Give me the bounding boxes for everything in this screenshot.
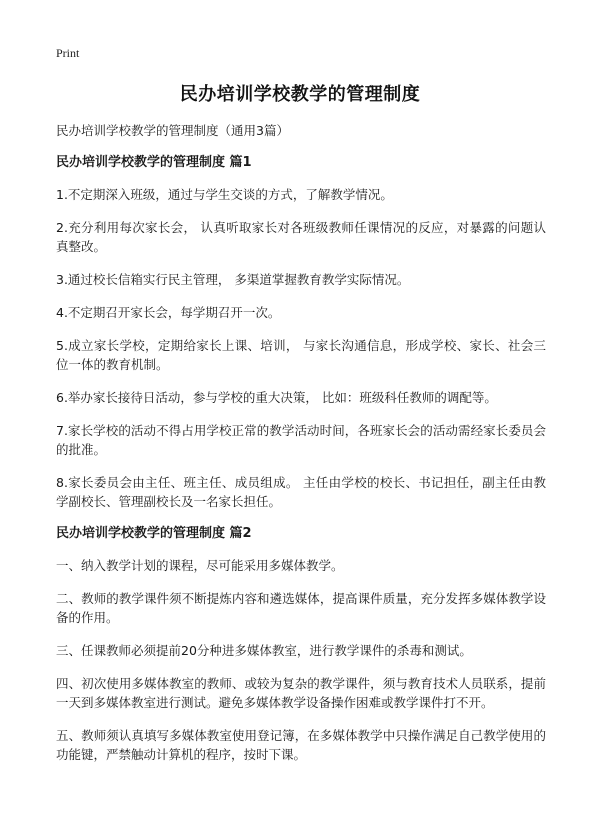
paragraph: 1.不定期深入班级，通过与学生交谈的方式，了解教学情况。 <box>56 187 393 202</box>
paragraph: 5.成立家长学校，定期给家长上课、培训， 与家长沟通信息，形成学校、家长、社会三位一体的教育机制。 <box>56 338 546 372</box>
document-body <box>56 122 546 778</box>
paragraph: 一、纳入教学计划的课程，尽可能采用多媒体教学。 <box>56 558 344 573</box>
paragraph: 四、初次使用多媒体教室的教师、或较为复杂的教学课件，须与教育技术人员联系，提前一天到多媒体教室进行测试。避免多媒体教学设备操作困难或教学课件打不开。 <box>56 676 546 710</box>
paragraph: 3.通过校长信箱实行民主管理， 多渠道掌握教育教学实际情况。 <box>56 272 410 287</box>
print-label: Print <box>56 46 80 60</box>
document-subtitle: 民办培训学校教学的管理制度（通用3篇） <box>56 123 289 138</box>
paragraph: 五、教师须认真填写多媒体教室使用登记簿，在多媒体教学中只操作满足自己教学使用的功能键，严禁触动计算机的程序，按时下课。 <box>56 728 546 762</box>
paragraph: 8.家长委员会由主任、班主任、成员组成。 主任由学校的校长、书记担任，副主任由教学副校长、管理副校长及一名家长担任。 <box>56 475 546 509</box>
section-heading: 民办培训学校教学的管理制度 篇2 <box>56 526 252 541</box>
section-1 <box>56 154 546 511</box>
section-2 <box>56 525 546 764</box>
paragraph: 6.举办家长接待日活动，参与学校的重大决策， 比如：班级科任教师的调配等。 <box>56 390 497 405</box>
paragraph: 4.不定期召开家长会，每学期召开一次。 <box>56 305 281 320</box>
section-heading: 民办培训学校教学的管理制度 篇1 <box>56 155 252 170</box>
paragraph: 二、教师的教学课件须不断提炼内容和遴选媒体，提高课件质量，充分发挥多媒体教学设备的作用。 <box>56 591 546 625</box>
paragraph: 2.充分利用每次家长会， 认真听取家长对各班级教师任课情况的反应，对暴露的问题认真整改。 <box>56 220 546 254</box>
paragraph: 三、任课教师必须提前20分种进多媒体教室，进行教学课件的杀毒和测试。 <box>56 643 472 658</box>
document-title: 民办培训学校教学的管理制度 <box>179 84 421 105</box>
paragraph: 7.家长学校的活动不得占用学校正常的教学活动时间，各班家长会的活动需经家长委员会的批准。 <box>56 423 546 457</box>
